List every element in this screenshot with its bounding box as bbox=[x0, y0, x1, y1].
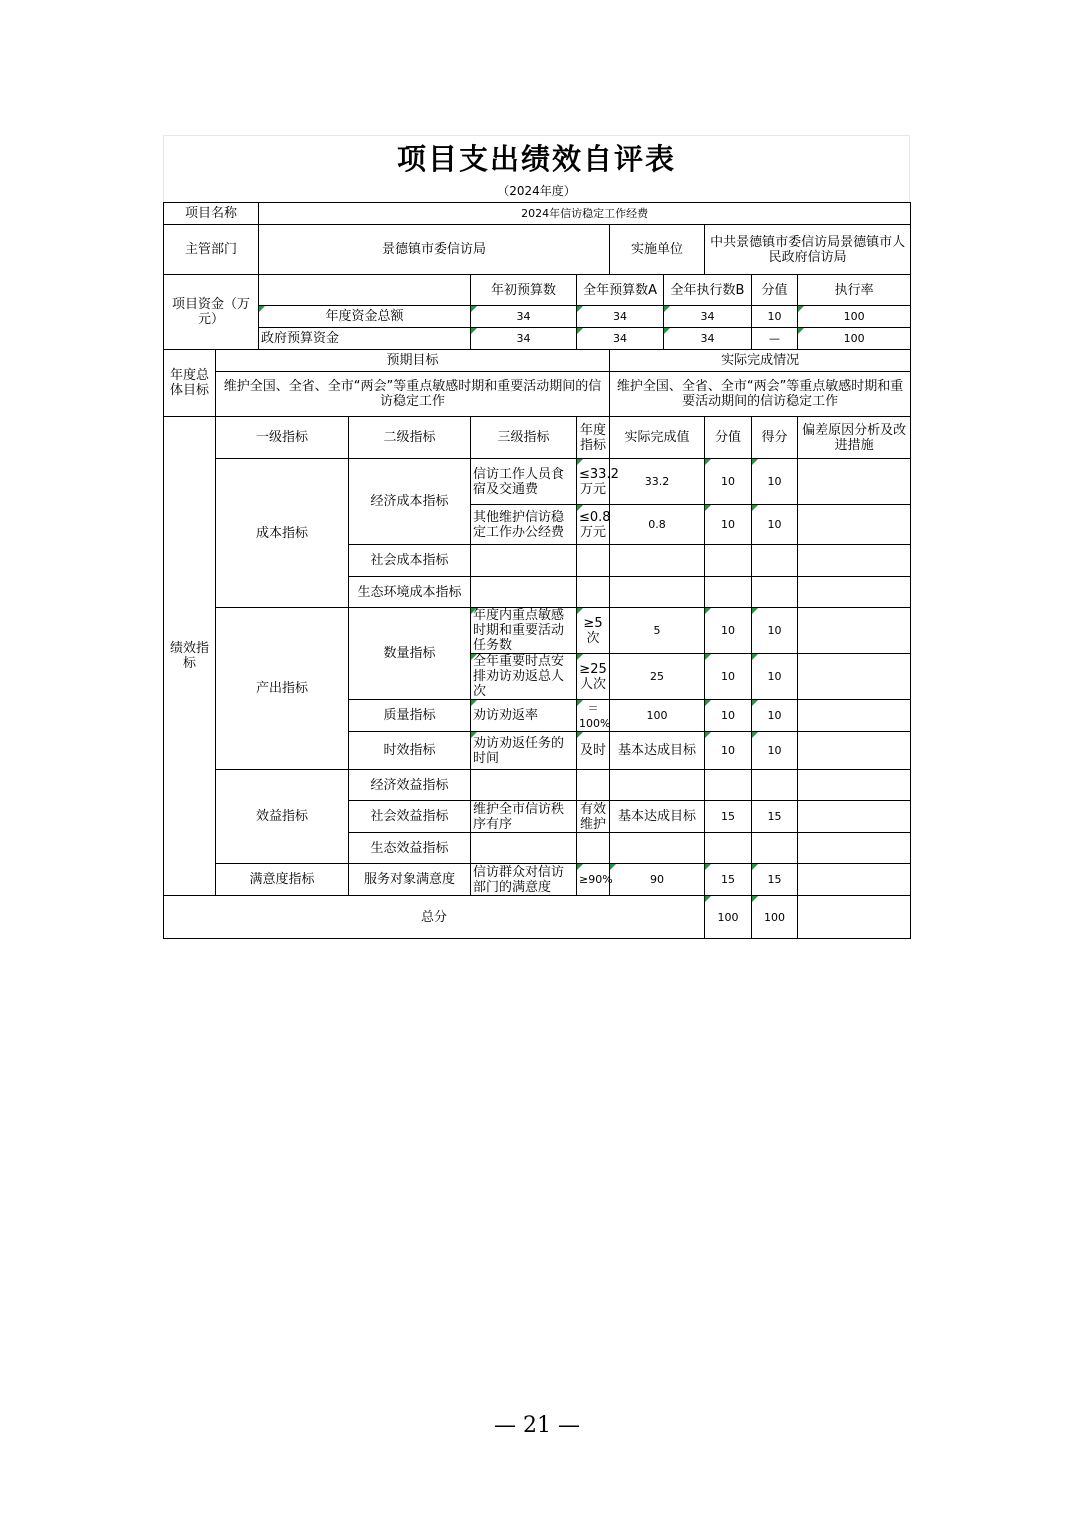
funds-row-gov-full: 34 bbox=[577, 328, 664, 350]
level3-cell bbox=[471, 577, 577, 608]
funds-header-blank bbox=[259, 275, 471, 306]
actual-cell: 基本达成目标 bbox=[610, 732, 705, 770]
actual-cell bbox=[610, 577, 705, 608]
score-cell: 15 bbox=[705, 801, 752, 833]
level3-cell: 信访工作人员食宿及交通费 bbox=[471, 459, 577, 505]
actual-cell: 基本达成目标 bbox=[610, 801, 705, 833]
funds-row-gov-init: 34 bbox=[471, 328, 577, 350]
performance-evaluation-sheet bbox=[163, 135, 910, 939]
got-cell: 10 bbox=[752, 608, 798, 654]
got-cell: 15 bbox=[752, 864, 798, 896]
target-cell: 及时 bbox=[577, 732, 610, 770]
funds-row-gov-exec: 34 bbox=[664, 328, 752, 350]
analysis-cell bbox=[798, 732, 911, 770]
unit-label: 实施单位 bbox=[610, 225, 705, 275]
target-cell: ＝100% bbox=[577, 700, 610, 732]
score-cell: 10 bbox=[705, 732, 752, 770]
level3-cell: 维护全市信访秩序有序 bbox=[471, 801, 577, 833]
analysis-cell bbox=[798, 801, 911, 833]
unit-value: 中共景德镇市委信访局景德镇市人民政府信访局 bbox=[705, 225, 911, 275]
level2-cell: 服务对象满意度 bbox=[349, 864, 471, 896]
funds-label: 项目资金（万元） bbox=[164, 275, 259, 350]
score-cell: 10 bbox=[705, 608, 752, 654]
page-title: 项目支出绩效自评表 bbox=[396, 141, 676, 176]
level3-cell: 劝访劝返任务的时间 bbox=[471, 732, 577, 770]
score-cell: 15 bbox=[705, 864, 752, 896]
group-output: 产出指标 bbox=[216, 608, 349, 770]
total-analysis-blank bbox=[798, 896, 911, 939]
header-level1: 一级指标 bbox=[216, 417, 349, 459]
level3-cell: 信访群众对信访部门的满意度 bbox=[471, 864, 577, 896]
level2-cell: 社会成本指标 bbox=[349, 545, 471, 577]
level2-cell: 经济成本指标 bbox=[349, 459, 471, 545]
level3-cell bbox=[471, 770, 577, 801]
target-cell bbox=[577, 577, 610, 608]
actual-result-header: 实际完成情况 bbox=[610, 350, 911, 372]
analysis-cell bbox=[798, 608, 911, 654]
actual-cell bbox=[610, 545, 705, 577]
got-cell bbox=[752, 577, 798, 608]
score-cell bbox=[705, 577, 752, 608]
group-satisfaction: 满意度指标 bbox=[216, 864, 349, 896]
analysis-cell bbox=[798, 770, 911, 801]
total-got: 100 bbox=[752, 896, 798, 939]
level2-cell: 质量指标 bbox=[349, 700, 471, 732]
funds-header-exec: 全年执行数B bbox=[664, 275, 752, 306]
group-benefit: 效益指标 bbox=[216, 770, 349, 864]
funds-header-rate: 执行率 bbox=[798, 275, 911, 306]
funds-row-total-label: 年度资金总额 bbox=[259, 306, 471, 328]
evaluation-table bbox=[163, 202, 911, 939]
got-cell: 10 bbox=[752, 732, 798, 770]
analysis-cell bbox=[798, 700, 911, 732]
score-cell bbox=[705, 770, 752, 801]
header-score: 分值 bbox=[705, 417, 752, 459]
actual-cell bbox=[610, 833, 705, 864]
target-cell bbox=[577, 545, 610, 577]
year-row bbox=[163, 178, 910, 202]
header-actual: 实际完成值 bbox=[610, 417, 705, 459]
score-cell: 10 bbox=[705, 700, 752, 732]
actual-cell bbox=[610, 770, 705, 801]
project-name-label: 项目名称 bbox=[164, 203, 259, 225]
actual-cell: 90 bbox=[610, 864, 705, 896]
analysis-cell bbox=[798, 833, 911, 864]
got-cell: 15 bbox=[752, 801, 798, 833]
level2-cell: 经济效益指标 bbox=[349, 770, 471, 801]
header-got: 得分 bbox=[752, 417, 798, 459]
score-cell: 10 bbox=[705, 505, 752, 545]
funds-header-score: 分值 bbox=[752, 275, 798, 306]
annual-goal-label: 年度总体目标 bbox=[164, 350, 216, 417]
header-level3: 三级指标 bbox=[471, 417, 577, 459]
analysis-cell bbox=[798, 577, 911, 608]
project-name-value: 2024年信访稳定工作经费 bbox=[259, 203, 911, 225]
score-cell bbox=[705, 833, 752, 864]
dept-value: 景德镇市委信访局 bbox=[259, 225, 610, 275]
level3-cell bbox=[471, 833, 577, 864]
actual-cell: 100 bbox=[610, 700, 705, 732]
actual-result-text: 维护全国、全省、全市“两会”等重点敏感时期和重要活动期间的信访稳定工作 bbox=[610, 372, 911, 417]
analysis-cell bbox=[798, 654, 911, 700]
got-cell bbox=[752, 770, 798, 801]
actual-cell: 5 bbox=[610, 608, 705, 654]
funds-row-gov-rate: 100 bbox=[798, 328, 911, 350]
group-cost: 成本指标 bbox=[216, 459, 349, 608]
level2-cell: 生态环境成本指标 bbox=[349, 577, 471, 608]
target-cell bbox=[577, 833, 610, 864]
level2-cell: 时效指标 bbox=[349, 732, 471, 770]
expected-goal-header: 预期目标 bbox=[216, 350, 610, 372]
target-cell: ≥25人次 bbox=[577, 654, 610, 700]
header-level2: 二级指标 bbox=[349, 417, 471, 459]
target-cell: ≤33.2万元 bbox=[577, 459, 610, 505]
level3-cell: 全年重要时点安排劝访劝返总人次 bbox=[471, 654, 577, 700]
got-cell bbox=[752, 545, 798, 577]
funds-header-init: 年初预算数 bbox=[471, 275, 577, 306]
funds-row-total-exec: 34 bbox=[664, 306, 752, 328]
funds-header-full: 全年预算数A bbox=[577, 275, 664, 306]
analysis-cell bbox=[798, 459, 911, 505]
target-cell: ≥90% bbox=[577, 864, 610, 896]
target-cell: ≤0.8万元 bbox=[577, 505, 610, 545]
got-cell: 10 bbox=[752, 700, 798, 732]
total-score: 100 bbox=[705, 896, 752, 939]
target-cell bbox=[577, 770, 610, 801]
title-row bbox=[163, 135, 910, 178]
expected-goal-text: 维护全国、全省、全市“两会”等重点敏感时期和重要活动期间的信访稳定工作 bbox=[216, 372, 610, 417]
dept-label: 主管部门 bbox=[164, 225, 259, 275]
got-cell: 10 bbox=[752, 505, 798, 545]
analysis-cell bbox=[798, 864, 911, 896]
level3-cell: 其他维护信访稳定工作办公经费 bbox=[471, 505, 577, 545]
funds-row-total-rate: 100 bbox=[798, 306, 911, 328]
level2-cell: 数量指标 bbox=[349, 608, 471, 700]
indicators-label: 绩效指标 bbox=[164, 417, 216, 896]
funds-row-total-init: 34 bbox=[471, 306, 577, 328]
actual-cell: 0.8 bbox=[610, 505, 705, 545]
score-cell: 10 bbox=[705, 459, 752, 505]
level3-cell bbox=[471, 545, 577, 577]
score-cell: 10 bbox=[705, 654, 752, 700]
level2-cell: 社会效益指标 bbox=[349, 801, 471, 833]
analysis-cell bbox=[798, 505, 911, 545]
analysis-cell bbox=[798, 545, 911, 577]
got-cell: 10 bbox=[752, 654, 798, 700]
target-cell: ≥5次 bbox=[577, 608, 610, 654]
report-year: （2024年度） bbox=[497, 183, 576, 198]
actual-cell: 33.2 bbox=[610, 459, 705, 505]
score-cell bbox=[705, 545, 752, 577]
page-number: — 21 — bbox=[494, 1413, 580, 1438]
target-cell: 有效维护 bbox=[577, 801, 610, 833]
got-cell: 10 bbox=[752, 459, 798, 505]
funds-row-gov-score: — bbox=[752, 328, 798, 350]
actual-cell: 25 bbox=[610, 654, 705, 700]
level3-cell: 劝访劝返率 bbox=[471, 700, 577, 732]
funds-row-total-score: 10 bbox=[752, 306, 798, 328]
header-target: 年度指标 bbox=[577, 417, 610, 459]
level3-cell: 年度内重点敏感时期和重要活动任务数 bbox=[471, 608, 577, 654]
total-label: 总分 bbox=[164, 896, 705, 939]
header-analysis: 偏差原因分析及改进措施 bbox=[798, 417, 911, 459]
got-cell bbox=[752, 833, 798, 864]
level2-cell: 生态效益指标 bbox=[349, 833, 471, 864]
funds-row-gov-label: 政府预算资金 bbox=[259, 328, 471, 350]
funds-row-total-full: 34 bbox=[577, 306, 664, 328]
